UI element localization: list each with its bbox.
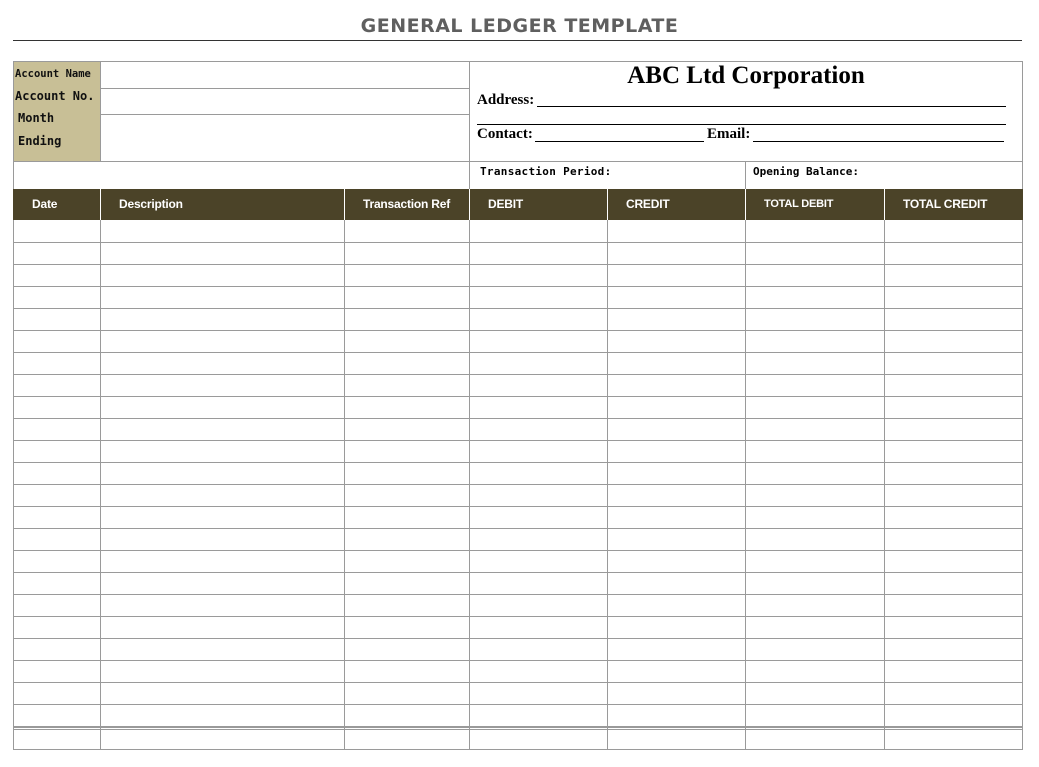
table-cell[interactable]: [14, 639, 100, 660]
table-cell[interactable]: [746, 551, 884, 572]
table-cell[interactable]: [345, 287, 469, 308]
table-cell[interactable]: [885, 617, 1022, 638]
table-cell[interactable]: [14, 375, 100, 396]
table-cell[interactable]: [345, 419, 469, 440]
table-cell[interactable]: [470, 397, 607, 418]
table-cell[interactable]: [746, 705, 884, 726]
table-cell[interactable]: [608, 243, 745, 264]
table-cell[interactable]: [746, 595, 884, 616]
table-cell[interactable]: [14, 353, 100, 374]
table-cell[interactable]: [14, 683, 100, 704]
table-cell[interactable]: [746, 661, 884, 682]
table-cell[interactable]: [101, 617, 344, 638]
table-cell[interactable]: [746, 683, 884, 704]
table-cell[interactable]: [885, 265, 1022, 286]
column-header-total-credit: TOTAL CREDIT: [903, 197, 988, 211]
table-cell[interactable]: [885, 727, 1022, 728]
table-cell[interactable]: [101, 639, 344, 660]
table-cell[interactable]: [14, 573, 100, 594]
table-cell[interactable]: [470, 551, 607, 572]
table-cell[interactable]: [608, 730, 745, 749]
table-cell[interactable]: [101, 507, 344, 528]
table-cell[interactable]: [101, 730, 344, 749]
table-cell[interactable]: [14, 529, 100, 550]
table-cell[interactable]: [470, 573, 607, 594]
column-header-date: Date: [32, 197, 58, 211]
table-cell[interactable]: [14, 265, 100, 286]
table-cell[interactable]: [14, 485, 100, 506]
table-cell[interactable]: [101, 485, 344, 506]
table-cell[interactable]: [101, 265, 344, 286]
table-cell[interactable]: [14, 551, 100, 572]
table-cell[interactable]: [14, 419, 100, 440]
table-cell[interactable]: [470, 243, 607, 264]
transaction-period-label: Transaction Period:: [480, 165, 612, 178]
table-cell[interactable]: [14, 661, 100, 682]
table-cell[interactable]: [101, 331, 344, 352]
table-cell[interactable]: [101, 221, 344, 242]
table-cell[interactable]: [14, 595, 100, 616]
table-cell[interactable]: [345, 551, 469, 572]
table-cell[interactable]: [885, 730, 1022, 749]
table-cell[interactable]: [470, 419, 607, 440]
table-cell[interactable]: [345, 617, 469, 638]
table-cell[interactable]: [885, 375, 1022, 396]
opening-balance-label: Opening Balance:: [753, 165, 859, 178]
table-cell[interactable]: [608, 617, 745, 638]
table-cell[interactable]: [470, 441, 607, 462]
column-header-transaction-ref: Transaction Ref: [363, 197, 451, 211]
table-cell[interactable]: [101, 441, 344, 462]
table-cell[interactable]: [608, 287, 745, 308]
table-cell[interactable]: [608, 683, 745, 704]
table-cell[interactable]: [746, 730, 884, 749]
table-cell[interactable]: [14, 397, 100, 418]
table-cell[interactable]: [608, 221, 745, 242]
table-cell[interactable]: [746, 463, 884, 484]
table-cell[interactable]: [101, 683, 344, 704]
table-cell[interactable]: [885, 441, 1022, 462]
month-label: Month: [18, 111, 55, 125]
table-cell[interactable]: [746, 727, 884, 728]
column-header-debit: DEBIT: [488, 197, 524, 211]
table-cell[interactable]: [101, 419, 344, 440]
table-cell[interactable]: [470, 463, 607, 484]
table-cell[interactable]: [746, 243, 884, 264]
table-cell[interactable]: [101, 705, 344, 726]
table-cell[interactable]: [14, 243, 100, 264]
table-cell[interactable]: [885, 353, 1022, 374]
table-cell[interactable]: [608, 419, 745, 440]
table-cell[interactable]: [608, 397, 745, 418]
table-cell[interactable]: [470, 375, 607, 396]
table-cell[interactable]: [470, 529, 607, 550]
table-cell[interactable]: [885, 463, 1022, 484]
table-cell[interactable]: [746, 617, 884, 638]
table-cell[interactable]: [345, 683, 469, 704]
company-name: ABC Ltd Corporation: [627, 62, 865, 89]
table-cell[interactable]: [14, 331, 100, 352]
table-cell[interactable]: [608, 265, 745, 286]
table-cell[interactable]: [746, 485, 884, 506]
table-cell[interactable]: [14, 309, 100, 330]
table-cell[interactable]: [345, 573, 469, 594]
table-cell[interactable]: [14, 617, 100, 638]
table-cell[interactable]: [470, 683, 607, 704]
table-cell[interactable]: [746, 309, 884, 330]
table-cell[interactable]: [470, 331, 607, 352]
table-cell[interactable]: [345, 661, 469, 682]
table-cell[interactable]: [101, 573, 344, 594]
table-cell[interactable]: [345, 730, 469, 749]
table-cell[interactable]: [470, 507, 607, 528]
table-cell[interactable]: [14, 507, 100, 528]
table-cell[interactable]: [345, 463, 469, 484]
table-cell[interactable]: [608, 375, 745, 396]
table-cell[interactable]: [746, 331, 884, 352]
table-cell[interactable]: [345, 705, 469, 726]
table-cell[interactable]: [470, 639, 607, 660]
table-cell[interactable]: [470, 265, 607, 286]
table-cell[interactable]: [608, 485, 745, 506]
table-cell[interactable]: [746, 287, 884, 308]
table-cell[interactable]: [101, 353, 344, 374]
table-cell[interactable]: [345, 221, 469, 242]
table-cell[interactable]: [14, 441, 100, 462]
table-cell[interactable]: [345, 485, 469, 506]
table-cell[interactable]: [608, 551, 745, 572]
page-title: GENERAL LEDGER TEMPLATE: [360, 15, 679, 37]
table-cell[interactable]: [101, 551, 344, 572]
table-cell[interactable]: [345, 375, 469, 396]
table-cell[interactable]: [345, 353, 469, 374]
table-cell[interactable]: [470, 727, 607, 728]
table-cell[interactable]: [470, 485, 607, 506]
table-cell[interactable]: [345, 331, 469, 352]
table-cell[interactable]: [470, 221, 607, 242]
table-cell[interactable]: [345, 639, 469, 660]
column-header-description: Description: [119, 197, 183, 211]
table-cell[interactable]: [746, 221, 884, 242]
table-cell[interactable]: [885, 331, 1022, 352]
table-cell[interactable]: [14, 221, 100, 242]
table-cell[interactable]: [345, 507, 469, 528]
table-cell[interactable]: [608, 595, 745, 616]
table-cell[interactable]: [746, 353, 884, 374]
table-cell[interactable]: [14, 705, 100, 726]
table-cell[interactable]: [608, 463, 745, 484]
table-cell[interactable]: [470, 617, 607, 638]
table-cell[interactable]: [345, 441, 469, 462]
table-cell[interactable]: [345, 397, 469, 418]
table-cell[interactable]: [885, 287, 1022, 308]
table-cell[interactable]: [14, 463, 100, 484]
table-cell[interactable]: [608, 309, 745, 330]
table-cell[interactable]: [101, 243, 344, 264]
table-cell[interactable]: [608, 331, 745, 352]
table-cell[interactable]: [470, 353, 607, 374]
table-cell[interactable]: [885, 507, 1022, 528]
table-cell[interactable]: [608, 705, 745, 726]
table-cell[interactable]: [885, 573, 1022, 594]
table-cell[interactable]: [746, 397, 884, 418]
table-cell[interactable]: [608, 639, 745, 660]
table-cell[interactable]: [345, 243, 469, 264]
table-cell[interactable]: [885, 243, 1022, 264]
table-cell[interactable]: [608, 573, 745, 594]
table-cell[interactable]: [14, 730, 100, 749]
table-cell[interactable]: [885, 529, 1022, 550]
table-cell[interactable]: [885, 221, 1022, 242]
table-cell[interactable]: [470, 661, 607, 682]
table-cell[interactable]: [14, 287, 100, 308]
table-cell[interactable]: [470, 309, 607, 330]
table-cell[interactable]: [101, 287, 344, 308]
table-cell[interactable]: [470, 730, 607, 749]
table-cell[interactable]: [885, 485, 1022, 506]
table-cell[interactable]: [885, 551, 1022, 572]
email-label: Email:: [707, 126, 751, 142]
table-cell[interactable]: [608, 529, 745, 550]
table-cell[interactable]: [470, 705, 607, 726]
table-cell[interactable]: [101, 595, 344, 616]
table-cell[interactable]: [345, 265, 469, 286]
ending-label: Ending: [18, 134, 62, 148]
table-cell[interactable]: [101, 397, 344, 418]
table-cell[interactable]: [345, 529, 469, 550]
column-header-credit: CREDIT: [626, 197, 670, 211]
table-cell[interactable]: [345, 595, 469, 616]
table-cell[interactable]: [885, 397, 1022, 418]
account-no-label: Account No.: [15, 89, 95, 103]
table-cell[interactable]: [885, 419, 1022, 440]
table-cell[interactable]: [885, 639, 1022, 660]
address-label: Address:: [477, 92, 535, 108]
table-cell[interactable]: [101, 463, 344, 484]
column-header-total-debit: TOTAL DEBIT: [764, 198, 834, 210]
table-cell[interactable]: [14, 727, 100, 728]
table-cell[interactable]: [746, 441, 884, 462]
table-cell[interactable]: [345, 727, 469, 728]
account-name-label: Account Name: [15, 68, 91, 80]
table-cell[interactable]: [885, 309, 1022, 330]
table-cell[interactable]: [101, 375, 344, 396]
table-cell[interactable]: [608, 727, 745, 728]
table-cell[interactable]: [746, 573, 884, 594]
table-cell[interactable]: [101, 661, 344, 682]
table-cell[interactable]: [885, 683, 1022, 704]
table-cell[interactable]: [608, 441, 745, 462]
table-cell[interactable]: [608, 661, 745, 682]
table-cell[interactable]: [885, 661, 1022, 682]
table-cell[interactable]: [608, 353, 745, 374]
table-cell[interactable]: [746, 419, 884, 440]
table-cell[interactable]: [746, 639, 884, 660]
table-cell[interactable]: [101, 727, 344, 728]
table-cell[interactable]: [470, 595, 607, 616]
table-cell[interactable]: [885, 705, 1022, 726]
table-cell[interactable]: [101, 529, 344, 550]
table-cell[interactable]: [746, 529, 884, 550]
table-cell[interactable]: [746, 375, 884, 396]
table-cell[interactable]: [746, 265, 884, 286]
table-cell[interactable]: [101, 309, 344, 330]
table-cell[interactable]: [470, 287, 607, 308]
table-cell[interactable]: [345, 309, 469, 330]
table-cell[interactable]: [746, 507, 884, 528]
table-cell[interactable]: [608, 507, 745, 528]
table-cell[interactable]: [885, 595, 1022, 616]
contact-label: Contact:: [477, 126, 533, 142]
